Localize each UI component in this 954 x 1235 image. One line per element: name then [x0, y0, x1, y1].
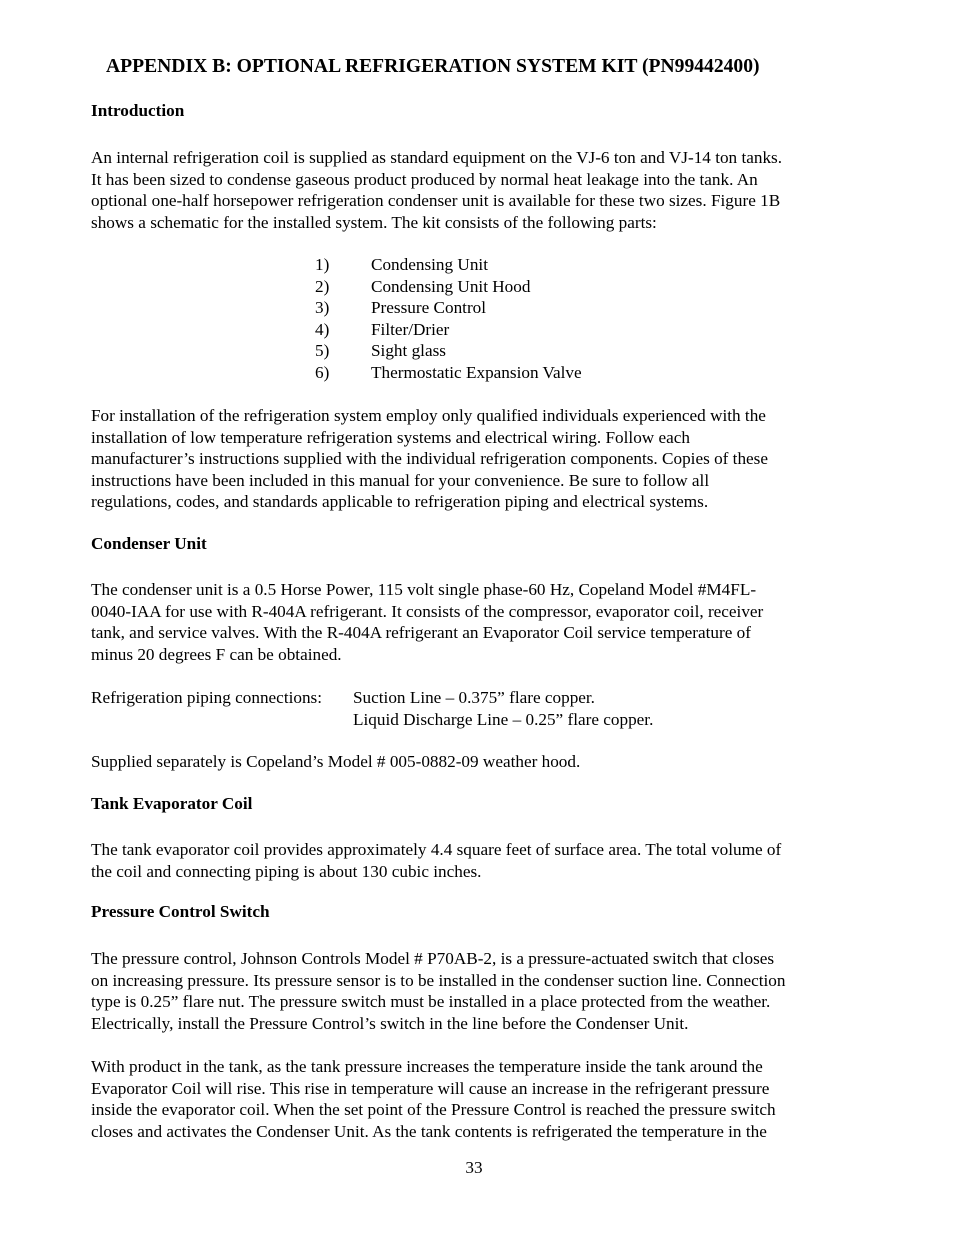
text-line: optional one-half horsepower refrigeration condenser unit is available for these two sizes. Figure 1B	[91, 191, 781, 211]
list-item	[315, 340, 582, 362]
introduction-heading: Introduction	[91, 101, 185, 120]
list-text: Sight glass	[371, 341, 446, 361]
weather-hood-note: Supplied separately is Copeland’s Model # 005-0882-09 weather hood.	[91, 752, 581, 771]
introduction-paragraph-2	[91, 405, 857, 513]
text-line: The pressure control, Johnson Controls Model # P70AB-2, is a pressure-actuated switch that closes	[91, 949, 775, 968]
list-item	[315, 319, 582, 341]
evaporator-paragraph	[91, 839, 857, 882]
text-line: For installation of the refrigeration system employ only qualified individuals experienced with the	[91, 406, 766, 425]
list-item	[315, 254, 582, 276]
piping-label: Refrigeration piping connections:	[91, 688, 323, 707]
page-title: APPENDIX B: OPTIONAL REFRIGERATION SYSTEM KIT (PN99442400)	[106, 56, 760, 77]
list-text: Filter/Drier	[371, 319, 450, 339]
text-line: shows a schematic for the installed system. The kit consists of the following parts:	[91, 212, 657, 232]
text-line: The condenser unit is a 0.5 Horse Power, 115 volt single phase-60 Hz, Copeland Model #M4FL-	[91, 580, 757, 599]
pressure-paragraph-1	[91, 948, 857, 1034]
list-item	[315, 276, 582, 298]
text-line: minus 20 degrees F can be obtained.	[91, 644, 342, 664]
text-line: tank, and service valves. With the R-404A refrigerant an Evaporator Coil service temperature of	[91, 623, 751, 643]
list-item	[315, 362, 582, 384]
parts-list	[315, 254, 582, 384]
list-text: Pressure Control	[371, 298, 487, 318]
liquid-discharge-line-spec: Liquid Discharge Line – 0.25” flare copper.	[353, 709, 654, 729]
condenser-paragraph	[91, 579, 857, 665]
text-line: It has been sized to condense gaseous product produced by normal heat leakage into the tank. An	[91, 169, 758, 189]
list-text: Thermostatic Expansion Valve	[371, 362, 582, 382]
list-text: Condensing Unit	[371, 255, 488, 274]
piping-connections	[91, 687, 653, 730]
text-line: the coil and connecting piping is about 130 cubic inches.	[91, 861, 482, 881]
text-line: manufacturer’s instructions supplied with the individual refrigeration components. Copies of these	[91, 449, 769, 469]
text-line: regulations, codes, and standards applicable to refrigeration piping and electrical systems.	[91, 492, 709, 512]
suction-line-spec: Suction Line – 0.375” flare copper.	[353, 688, 595, 707]
list-number: 3)	[315, 298, 330, 318]
pressure-heading: Pressure Control Switch	[91, 902, 270, 921]
text-line: closes and activates the Condenser Unit. As the tank contents is refrigerated the temperature in the	[91, 1121, 767, 1141]
list-number: 2)	[315, 276, 330, 296]
piping-row	[91, 687, 653, 709]
text-line: type is 0.25” flare nut. The pressure switch must be installed in a place protected from the weather.	[91, 992, 771, 1012]
text-line: An internal refrigeration coil is supplied as standard equipment on the VJ-6 ton and VJ-14 ton tanks.	[91, 148, 783, 167]
piping-row	[91, 709, 653, 731]
text-line: Evaporator Coil will rise. This rise in temperature will cause an increase in the refrigerant pressure	[91, 1078, 770, 1098]
list-number: 4)	[315, 319, 330, 339]
list-number: 5)	[315, 341, 330, 361]
list-text: Condensing Unit Hood	[371, 276, 531, 296]
evaporator-heading: Tank Evaporator Coil	[91, 794, 253, 813]
list-number: 1)	[315, 255, 330, 274]
pressure-paragraph-2	[91, 1056, 857, 1142]
text-line: Electrically, install the Pressure Control’s switch in the line before the Condenser Unit.	[91, 1013, 689, 1033]
text-line: The tank evaporator coil provides approximately 4.4 square feet of surface area. The total volume of	[91, 840, 782, 859]
text-line: on increasing pressure. Its pressure sensor is to be installed in the condenser suction line. Connection	[91, 970, 786, 990]
condenser-heading: Condenser Unit	[91, 534, 207, 553]
text-line: 0040-IAA for use with R-404A refrigerant. It consists of the compressor, evaporator coil, receiver	[91, 601, 764, 621]
text-line: inside the evaporator coil. When the set point of the Pressure Control is reached the pressure switch	[91, 1100, 776, 1120]
text-line: installation of low temperature refrigeration systems and electrical wiring. Follow each	[91, 427, 690, 447]
list-item	[315, 297, 582, 319]
text-line: instructions have been included in this manual for your convenience. Be sure to follow all	[91, 470, 710, 490]
introduction-paragraph-1	[91, 147, 857, 233]
text-line: With product in the tank, as the tank pressure increases the temperature inside the tank around the	[91, 1057, 763, 1076]
page-number: 33	[465, 1158, 483, 1177]
list-number: 6)	[315, 362, 330, 382]
